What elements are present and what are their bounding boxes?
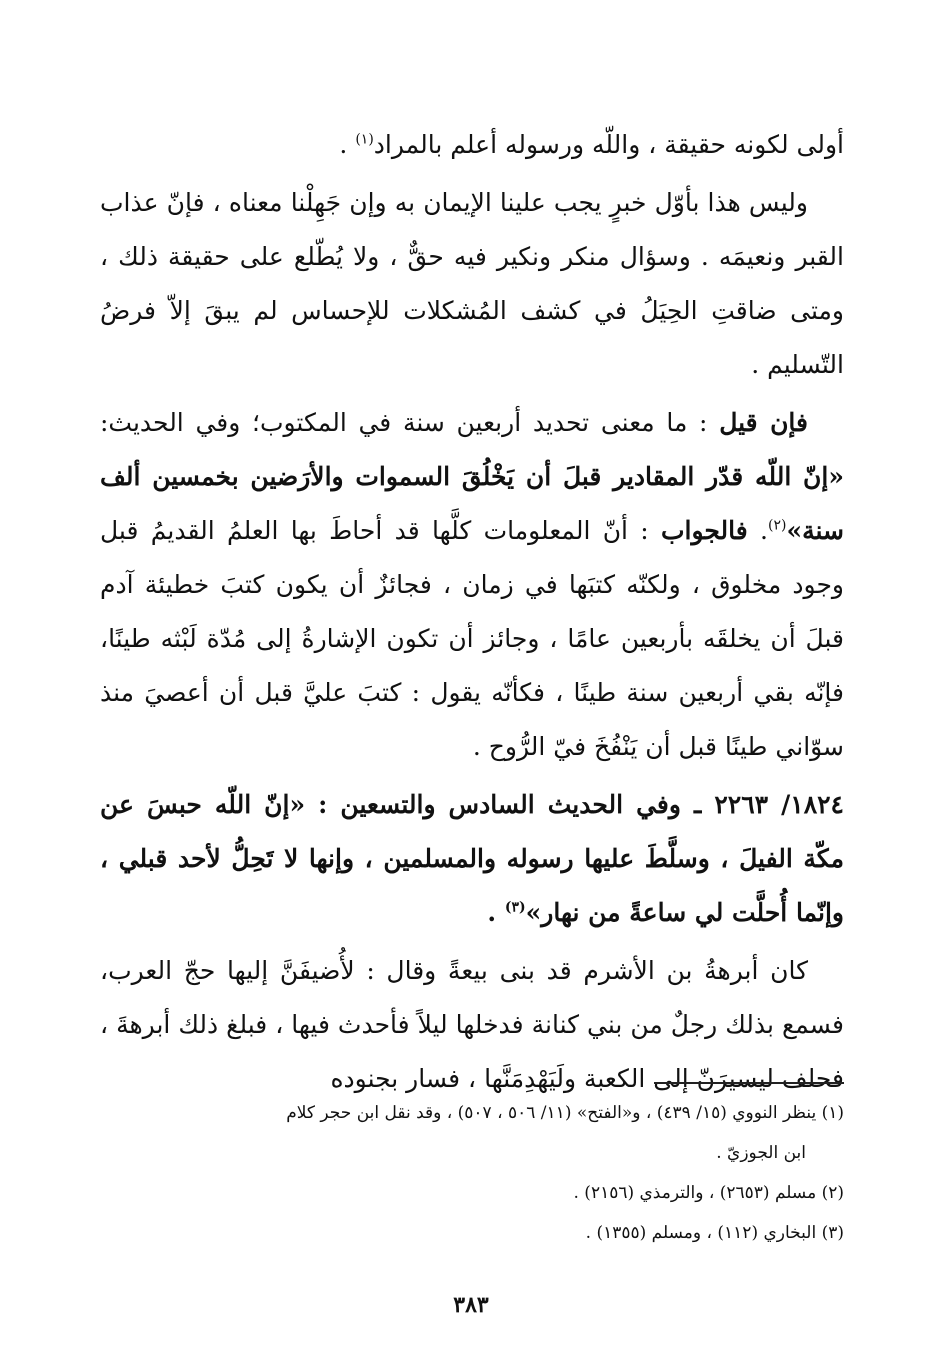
page-number: ٣٨٣ <box>453 1292 489 1318</box>
paragraph-3: فإن قيل : ما معنى تحديد أربعين سنة في المكتوب؛ وفي الحديث: «إنّ اللّه قدّر المقادير قبلَ أن يَخْلُقَ السموات والأرَضين بخمسين ألف سنة»$^{(٢)}$. فالجواب : أنّ المعلومات كلَّها قد أحاطَ بها العلمُ القديمُ قبل وجود مخلوق ، ولكنّه كتبَها في زمان ، فجائزٌ أن يكون كتبَ خطيئة آدم قبلَ أن يخلقَه بأربعين عامًا ، وجائز أن تكون الإشارةُ إلى مُدّة لَبْثه طينًا، فإنّه بقي أربعين سنة طينًا ، فكأنّه يقول : كتبَ عليَّ قبل أن أعصيَ منذ سوّاني طينًا قبل أن يَنْفُخَ فيّ الرُّوح . <box>100 408 844 761</box>
answer-lead: فالجواب <box>661 516 748 545</box>
question-lead: فإن قيل <box>719 408 808 437</box>
footnote-ref-3: (٣) <box>504 899 526 916</box>
paragraph-1: أولى لكونه حقيقة ، واللّه ورسوله أعلم بالمراد$^{(١)}$ . <box>339 130 844 159</box>
main-text <box>100 118 844 1106</box>
footnotes <box>100 1093 844 1253</box>
footnote-1-continued: ابن الجوزيّ . <box>716 1143 806 1163</box>
footnote-1: (١) ينظر النووي (١٥/ ٤٣٩) ، و«الفتح» (١١/ ٥٠٦ ، ٥٠٧) ، وقد نقل ابن حجر كلام <box>286 1103 844 1123</box>
footnote-ref-1: (١) <box>355 131 374 148</box>
footnote-2: (٢) مسلم (٢٦٥٣) ، والترمذي (٢١٥٦) . <box>573 1183 844 1203</box>
paragraph-2: وليس هذا بأوّل خبرٍ يجب علينا الإيمان به وإن جَهِلْنا معناه ، فإنّ عذاب القبر ونعيمَه . وسؤال منكر ونكير فيه حقٌّ ، ولا يُطّلع على حقيقة ذلك ، ومتى ضاقتِ الحِيَلُ في كشف المُشكلات للإحساس لم يبقَ إلاّ فرضُ التّسليم . <box>100 188 844 379</box>
paragraph-4-hadith: ١٨٢٤/ ٢٢٦٣ ـ وفي الحديث السادس والتسعين : «إنّ اللّه حبسَ عن مكّة الفيلَ ، وسلَّطَ عليها رسوله والمسلمين ، وإنها لا تَحِلُّ لأحد قبلي ، وإنّما أُحلَّت لي ساعةً من نهار»$^{(٣)}$ . <box>100 790 844 927</box>
footnote-divider <box>654 1082 844 1084</box>
hadith-quote: «إنّ اللّه قدّر المقادير قبلَ أن يَخْلُقَ السموات والأرَضين بخمسين ألف سنة» <box>100 462 844 545</box>
hadith-number: ١٨٢٤/ ٢٢٦٣ <box>714 790 844 819</box>
paragraph-5: كان أبرهةُ بن الأشرم قد بنى بيعةً وقال : لأُضيفَنَّ إليها حجّ العرب، فسمع بذلك رجلٌ من بني كنانة فدخلها ليلاً فأحدث فيها ، فبلغ ذلك أبرهةَ ، فحلف ليسيرَنّ إلى الكعبة ولَيَهْدِمَنَّها ، فسار بجنوده <box>100 956 844 1093</box>
footnote-ref-2: (٢) <box>767 517 787 534</box>
footnote-3: (٣) البخاري (١١٢) ، ومسلم (١٣٥٥) . <box>585 1223 844 1243</box>
